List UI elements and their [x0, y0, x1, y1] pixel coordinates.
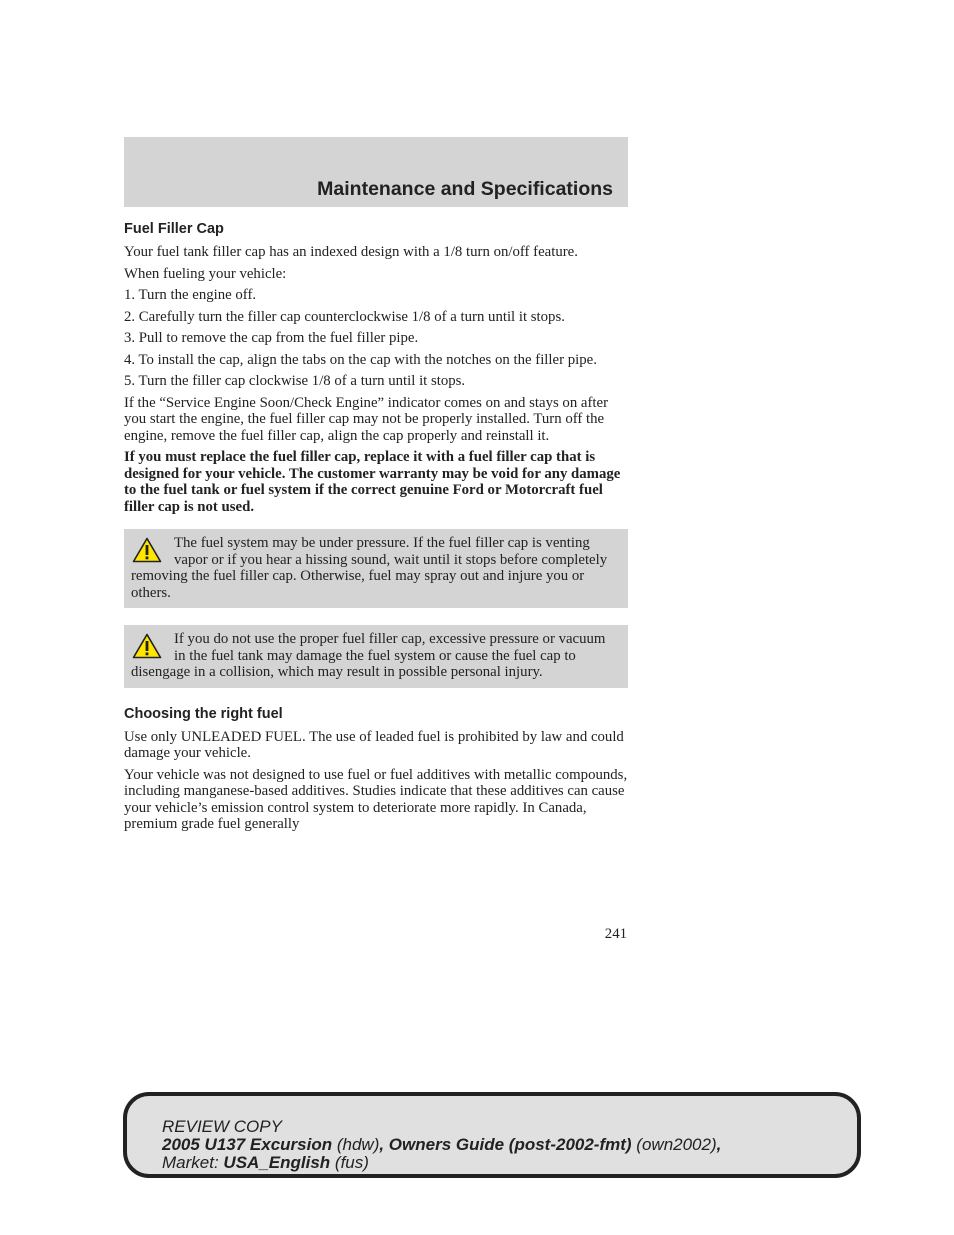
replacement-cap-note: If you must replace the fuel filler cap, replace it with a fuel filler cap that is designed for your vehicle. The customer warranty may be void for any damage to the fuel tank or fuel system if the correct genuine Ford or Motorcraft fuel filler cap is not used.	[124, 449, 621, 515]
guide-code: (own2002)	[636, 1135, 717, 1154]
review-copy-text	[162, 1118, 721, 1172]
review-copy-model-line	[162, 1136, 721, 1154]
warning-box-proper-cap	[124, 625, 628, 688]
section-title: Maintenance and Specifications	[317, 178, 613, 200]
warning-box-pressure	[124, 529, 628, 608]
step-item: 3. Pull to remove the cap from the fuel filler pipe.	[124, 330, 419, 346]
unleaded-paragraph: Use only UNLEADED FUEL. The use of leaded fuel is prohibited by law and could damage your vehicle.	[124, 728, 624, 761]
page-content	[124, 220, 628, 838]
market-label: Market:	[162, 1153, 219, 1172]
warning-triangle-icon	[132, 633, 162, 659]
choosing-fuel-heading: Choosing the right fuel	[124, 705, 283, 722]
warning-text: If you do not use the proper fuel filler cap, excessive pressure or vacuum in the fuel tank may damage the fuel system or cause the fuel cap to disengage in a collision, which may result in possible personal injury.	[131, 631, 606, 680]
fuel-filler-cap-heading: Fuel Filler Cap	[124, 221, 224, 237]
model-code: (hdw)	[336, 1135, 380, 1154]
indicator-note: If the “Service Engine Soon/Check Engine” indicator comes on and stays on after you start the engine, the fuel filler cap may not be properly installed. Turn off the engine, remove the fuel filler cap, align the cap properly and reinstall it.	[124, 394, 609, 444]
intro-paragraph: Your fuel tank filler cap has an indexed design with a 1/8 turn on/off feature.	[124, 244, 578, 260]
step-item: 2. Carefully turn the filler cap counterclockwise 1/8 of a turn until it stops.	[124, 308, 565, 325]
review-copy-label: REVIEW COPY	[162, 1117, 282, 1136]
step-item: 5. Turn the filler cap clockwise 1/8 of a turn until it stops.	[124, 373, 466, 389]
step-item: 4. To install the cap, align the tabs on the cap with the notches on the filler pipe.	[124, 351, 597, 368]
review-copy-market-line	[162, 1154, 721, 1172]
separator: ,	[716, 1135, 722, 1154]
warning-triangle-icon	[132, 537, 162, 563]
section-header-band	[124, 137, 628, 207]
market-code: (fus)	[334, 1153, 369, 1172]
market-name: USA_English	[223, 1153, 331, 1172]
guide-name: , Owners Guide (post-2002-fmt)	[379, 1135, 632, 1154]
page-number: 241	[604, 926, 627, 942]
step-item: 1. Turn the engine off.	[124, 287, 257, 303]
warning-text: The fuel system may be under pressure. If the fuel filler cap is venting vapor or if you hear a hissing sound, wait until it stops before completely removing the fuel filler cap. Otherwise, fuel may spray out and injure you or others.	[131, 535, 608, 601]
model-name: 2005 U137 Excursion	[162, 1135, 333, 1154]
when-fueling-text: When fueling your vehicle:	[124, 265, 287, 282]
additives-paragraph: Your vehicle was not designed to use fuel or fuel additives with metallic compounds, including manganese-based additives. Studies indicate that these additives can cause your vehicle’s emission control system to deteriorate more rapidly. In Canada, premium grade fuel generally	[124, 766, 628, 832]
